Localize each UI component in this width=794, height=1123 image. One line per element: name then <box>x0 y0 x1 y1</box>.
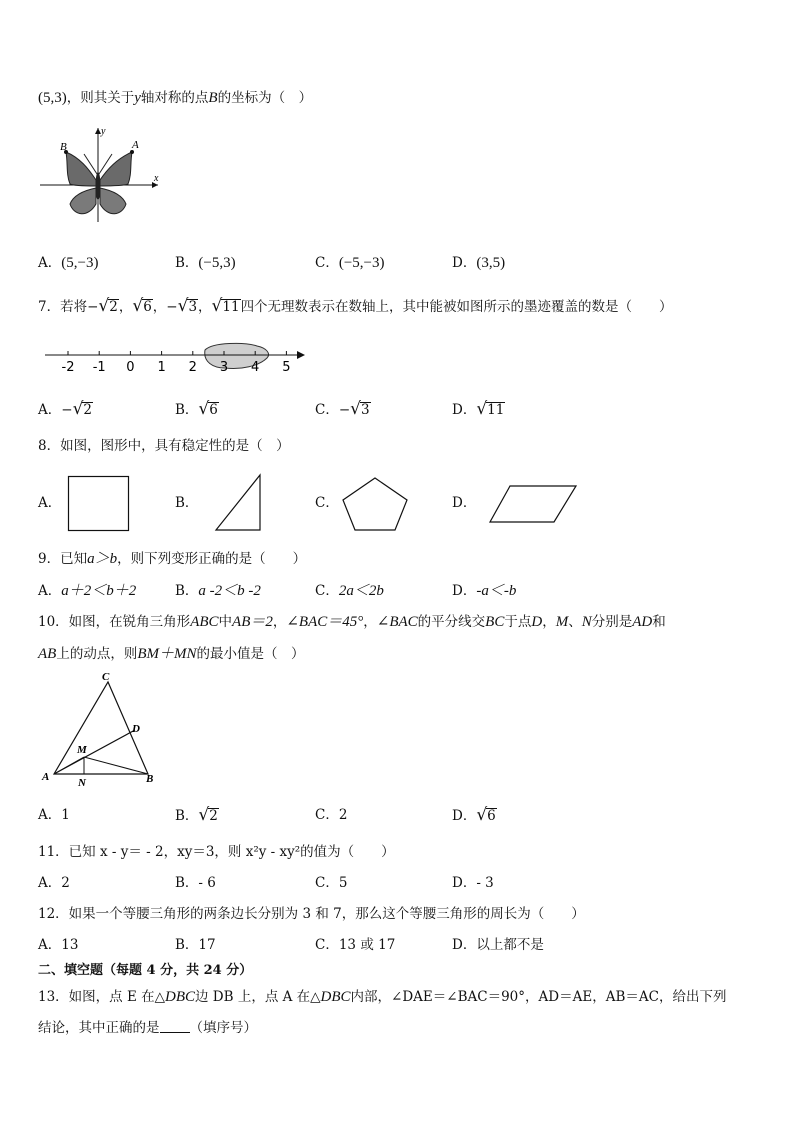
q8-option-d: D． <box>452 495 477 511</box>
svg-text:C: C <box>102 671 110 683</box>
q10-option-d: D．√6 <box>452 805 496 825</box>
tick-label: 0 <box>126 360 135 375</box>
q12-option-a: A．13 <box>38 937 79 953</box>
tick-label: 3 <box>219 360 229 375</box>
q8-stem: 8．如图，图形中，具有稳定性的是（ ） <box>38 438 290 454</box>
svg-text:M: M <box>77 744 87 756</box>
q8-option-c: C． <box>315 495 339 511</box>
q8-option-b: B． <box>175 495 199 511</box>
q10-stem-line2: AB上的动点，则BM＋MN的最小值是（ ） <box>38 646 305 662</box>
svg-text:B: B <box>146 773 154 785</box>
q6-option-b: B．(−5,3) <box>175 255 236 271</box>
q10-option-b: B．√2 <box>175 805 218 825</box>
q9-option-c: C．2a＜2b <box>315 583 384 599</box>
section-title: 二、填空题（每题 4 分，共 24 分） <box>38 963 253 978</box>
tick-label: 2 <box>188 360 197 375</box>
q6-stem: (5,3)，则其关于y轴对称的点B的坐标为（ ） <box>38 90 313 106</box>
q12-option-b: B．17 <box>175 937 216 953</box>
q11-option-c: C．5 <box>315 875 348 891</box>
q7-option-c: C．−√3 <box>315 399 370 419</box>
fig-axis-x: x <box>154 173 159 184</box>
q6-point: (5,3) <box>38 90 67 106</box>
q8-option-a: A． <box>38 495 62 511</box>
q6-butterfly-figure <box>40 124 165 224</box>
q7-stem: 7．若将−√2，√6，−√3，√11四个无理数表示在数轴上，其中能被如图所示的墨迹覆盖的数是（ ） <box>38 296 673 316</box>
svg-text:D: D <box>132 723 140 735</box>
q10-triangle-figure <box>40 672 165 792</box>
triangle-shape <box>214 474 264 532</box>
q7-option-d: D．√11 <box>452 399 505 419</box>
q11-stem: 11．已知 x - y＝ - 2，xy＝3，则 x²y - xy²的值为（ ） <box>38 844 395 860</box>
q10-option-a: A．1 <box>38 807 70 823</box>
q12-stem: 12．如果一个等腰三角形的两条边长分别为 3 和 7，那么这个等腰三角形的周长为（ ） <box>38 906 585 922</box>
svg-text:N: N <box>78 777 86 789</box>
parallelogram-shape <box>488 484 578 524</box>
q9-option-b: B．a -2＜b -2 <box>175 583 261 599</box>
q9-option-d: D．-a＜-b <box>452 583 517 599</box>
q13-stem-line1: 13．如图，点 E 在△DBC边 DB 上，点 A 在△DBC内部，∠DAE＝∠BAC＝90°，AD＝AE，AB＝AC，给出下列 <box>38 989 727 1005</box>
fig-axis-y: y <box>101 126 106 137</box>
q11-option-a: A．2 <box>38 875 70 891</box>
svg-text:A: A <box>42 771 50 783</box>
q9-stem: 9．已知a＞b，则下列变形正确的是（ ） <box>38 551 307 567</box>
fig-label-A: A <box>132 139 139 151</box>
tick-label: -2 <box>61 360 75 375</box>
tick-label: 1 <box>157 360 166 375</box>
q12-option-c: C．13 或 17 <box>315 937 396 953</box>
q7-option-b: B．√6 <box>175 399 218 419</box>
q7-number-line <box>45 340 310 380</box>
q12-option-d: D．以上都不是 <box>452 937 544 953</box>
pentagon-shape <box>340 476 410 532</box>
q6-option-c: C．(−5,−3) <box>315 255 385 271</box>
q13-stem-line2: 结论，其中正确的是 （填序号） <box>38 1020 257 1036</box>
q7-option-a: A．−√2 <box>38 399 92 419</box>
square-shape <box>68 476 130 532</box>
tick-label: 4 <box>251 360 260 375</box>
q10-option-c: C．2 <box>315 807 348 823</box>
q10-stem-line1: 10．如图，在锐角三角形ABC中AB＝2，∠BAC＝45°，∠BAC的平分线交BC于点D，M、N分别是AD和 <box>38 614 666 630</box>
fig-label-B: B <box>60 141 67 153</box>
q11-option-d: D．- 3 <box>452 875 494 891</box>
answer-blank[interactable] <box>160 1020 190 1033</box>
q6-option-a: A．(5,−3) <box>38 255 99 271</box>
q9-option-a: A．a＋2＜b＋2 <box>38 583 137 599</box>
q11-option-b: B．- 6 <box>175 875 216 891</box>
tick-label: -1 <box>92 360 106 375</box>
q6-option-d: D．(3,5) <box>452 255 506 271</box>
butterfly-icon <box>64 150 134 214</box>
tick-label: 5 <box>282 360 291 375</box>
